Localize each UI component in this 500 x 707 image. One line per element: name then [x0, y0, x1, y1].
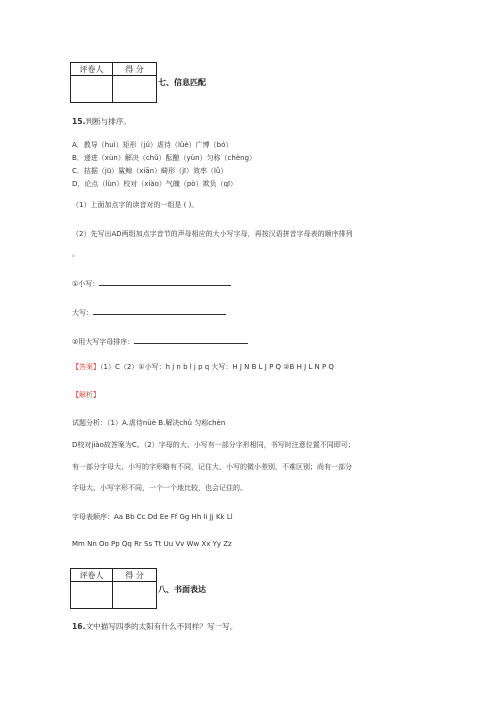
- question-prompt: 文中描写四季的太阳有什么不同样？写一写。: [85, 622, 238, 631]
- question-number: 16.: [72, 622, 86, 631]
- alphabet-order-line-1: 字母表顺序：Aa Bb Cc Dd Ee Ff Gg Hh Ii Jj Kk Ll: [72, 513, 233, 521]
- answer-line-order[interactable]: [134, 336, 248, 344]
- blank-uppercase: [72, 307, 226, 318]
- score-header: 得 分: [113, 63, 157, 76]
- answer-block: [72, 362, 334, 372]
- question-number: 15.: [72, 117, 86, 126]
- answer-line-uppercase[interactable]: [93, 307, 226, 315]
- score-table-section8: [70, 568, 157, 609]
- option-b: B．递进（xùn）解决（chǔ）酝酿（yùn）匀称（chèng）: [72, 154, 257, 162]
- question-15: [72, 116, 131, 127]
- sub-question-2-line2: 。: [72, 250, 79, 258]
- answer-text: （1）C（2）①小写：h j n b l j p q 大写：H J N B L J P Q ②B H J L N P Q: [100, 363, 334, 371]
- analysis-label: 【解析】: [72, 391, 100, 399]
- answer-label: 【答案】: [72, 363, 100, 371]
- grader-header: 评卷人: [71, 63, 113, 76]
- option-d: D．论点（lùn）校对（xiào）气魄（pò）欺负（qī）: [72, 180, 237, 188]
- score-table-section7: [70, 62, 157, 103]
- grader-cell[interactable]: [71, 76, 113, 103]
- question-prompt: 判断与排序。: [85, 117, 132, 126]
- option-c: C．拮据（jū）鲨鲸（xiān）畸形（jī）效率（lǜ）: [72, 167, 228, 175]
- question-16: [72, 621, 237, 632]
- score-cell[interactable]: [113, 582, 157, 609]
- sub-question-1: （1）上面加点字的读音对的一组是 ( )。: [72, 201, 199, 209]
- section7-title: 七、信息匹配: [158, 78, 206, 87]
- analysis-line-4: 字母大、小写字形不同，一个一个地比较，也会记住的。: [72, 484, 247, 492]
- answer-line-lowercase[interactable]: [99, 278, 231, 286]
- analysis-line-3: 有一部分字母大、小写的字形略有不同，记住大、小写的微小差别，不难区别；尚有一部分: [72, 463, 352, 471]
- grader-header: 评卷人: [71, 569, 113, 582]
- blank-order-label: ②用大写字母排序：: [72, 338, 135, 346]
- blank-uppercase-label: 大写：: [72, 309, 93, 317]
- grader-cell[interactable]: [71, 582, 113, 609]
- analysis-line-1: 试题分析：（1）A.虐待nüè B.解决chǔ 匀称chèn: [72, 419, 226, 427]
- sub-question-2-line1: （2）先写出AD两组加点字音节的声母相应的大小写字母，再按汉语拼音字母表的顺序排列: [72, 230, 353, 238]
- blank-lowercase: [72, 278, 231, 289]
- score-header: 得 分: [113, 569, 157, 582]
- blank-order: [72, 336, 248, 347]
- section8-title: 八、书面表达: [158, 585, 206, 594]
- analysis-line-2: D校对jiào故答案为C。（2）字母的大、小写有一部分字形相同，书写时注意位置不同即可；: [72, 441, 355, 449]
- option-a: A．教导（huì）矩形（jǔ）虐待（lüè）广博（bó）: [72, 141, 233, 149]
- alphabet-order-line-2: Mm Nn Oo Pp Qq Rr Ss Tt Uu Vv Ww Xx Yy Zz: [72, 540, 232, 548]
- blank-lowercase-label: ①小写：: [72, 280, 100, 288]
- score-cell[interactable]: [113, 76, 157, 103]
